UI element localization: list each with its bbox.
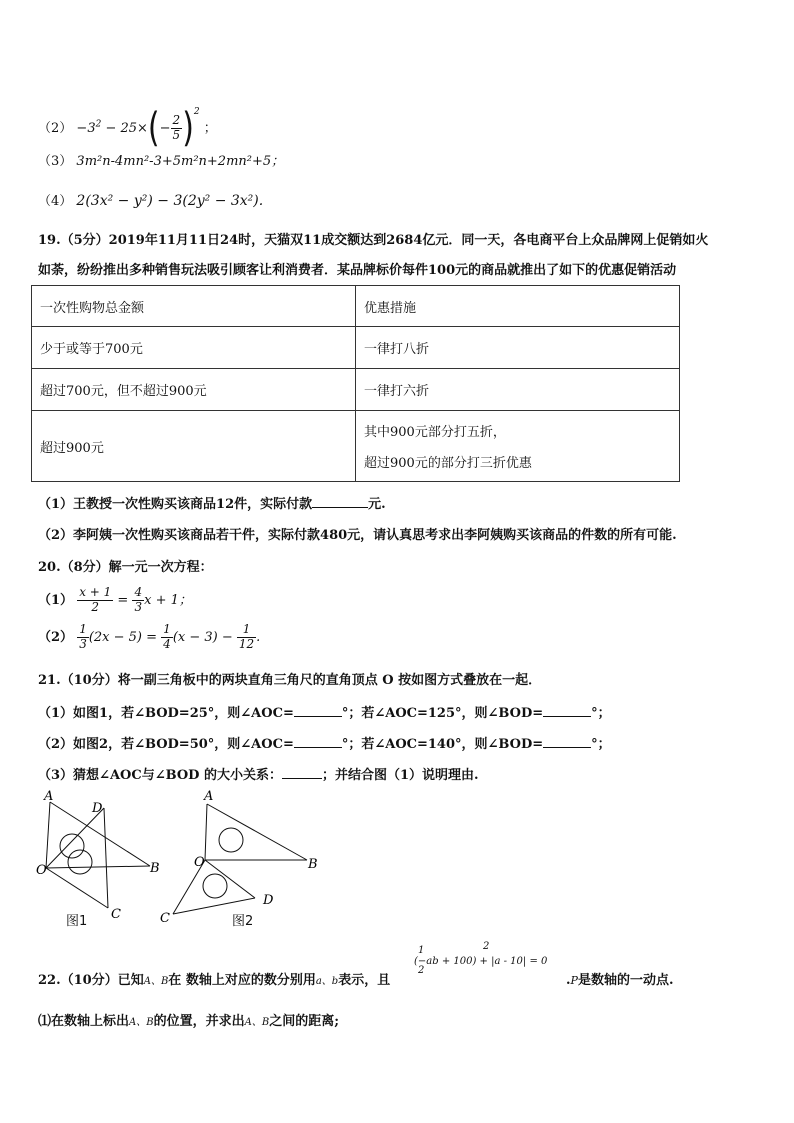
answer-blank[interactable] xyxy=(282,766,322,779)
fig2-segment-od xyxy=(205,860,255,898)
q19-sub2: （2）李阿姨一次性购买该商品若干件，实际付款480元，请认真思考求出李阿姨购买该商品的件数的所有可能. xyxy=(38,528,677,543)
table-cell-line: 超过900元的部分打三折优惠 xyxy=(364,456,532,471)
fig2-caption: 图2 xyxy=(232,914,254,929)
fig2-label-o: O xyxy=(194,855,205,870)
promo-table xyxy=(31,285,680,482)
fig1-label-o: O xyxy=(36,863,47,878)
fig2-label-c: C xyxy=(160,911,170,926)
fig2-label-d: D xyxy=(263,893,274,908)
answer-blank[interactable] xyxy=(312,495,368,508)
figure-1 xyxy=(30,788,170,933)
q20-part1: （1） $\frac{x + 1}{2}$ = $\frac{4}{3}$ x + 1； xyxy=(38,585,192,614)
fig1-label-b: B xyxy=(150,861,160,876)
q21-part1: （1）如图1，若∠BOD=25°，则∠AOC= °；若∠AOC=125°，则∠BOD= °； xyxy=(38,706,611,721)
q22-eq-exp: 2 xyxy=(483,941,490,952)
fig1-segment-oa xyxy=(46,802,50,868)
q22-sub1: ⑴在数轴上标出A、B的位置，并求出A、B之间的距离; xyxy=(38,1014,339,1029)
answer-blank[interactable] xyxy=(294,735,342,748)
table-header-cell: 优惠措施 xyxy=(356,286,680,327)
q19-line1: 19.（5分）2019年11月11日24时，天猫双11成交额达到2684亿元．同一天，各电商平台上众品牌网上促销如火 xyxy=(38,233,709,248)
table-header-cell: 一次性购物总金额 xyxy=(32,286,356,327)
q21-title: 21.（10分）将一副三角板中的两块直角三角尺的直角顶点 O 按如图方式叠放在一起． xyxy=(38,673,542,688)
q20-part2: （2） $\frac{1}{3}$ (2x − 5) = $\frac{1}{4}$ (x − 3) − $\frac{1}{12}$ . xyxy=(38,622,261,651)
fig2-label-a: A xyxy=(204,789,214,804)
q19-sub1: （1）王教授一次性购买该商品12件，实际付款 元. xyxy=(38,497,386,512)
answer-blank[interactable] xyxy=(543,735,591,748)
fig2-segment-oa xyxy=(205,804,207,860)
fig2-circle xyxy=(219,828,243,852)
fig1-label-c: C xyxy=(111,907,121,922)
table-cell: 一律打八折 xyxy=(356,327,680,369)
fig1-label-d: D xyxy=(92,801,103,816)
q18-part4 xyxy=(38,190,263,209)
fig2-label-b: B xyxy=(308,857,318,872)
table-cell-line: 其中900元部分打五折， xyxy=(364,425,506,440)
q20-title: 20.（8分）解一元一次方程： xyxy=(38,560,213,575)
fig2-circle xyxy=(203,874,227,898)
figure-2 xyxy=(155,786,320,926)
table-cell xyxy=(356,411,680,482)
fig1-circle xyxy=(68,850,92,874)
q18-part2 xyxy=(38,92,217,152)
table-cell: 超过900元 xyxy=(32,411,356,482)
q18-p3-expr: 3m²n-4mn²-3+5m²n+2mn²+5； xyxy=(76,154,285,169)
fig1-label-a: A xyxy=(44,789,54,804)
q18-part3 xyxy=(38,150,284,169)
table-row xyxy=(32,286,680,327)
q22-eq-main: (−ab + 100) + |a - 10| = 0 xyxy=(414,956,548,967)
q18-p4-label: （4） xyxy=(38,194,73,209)
answer-blank[interactable] xyxy=(294,704,342,717)
q18-p4-expr: 2(3x² − y²) − 3(2y² − 3x²). xyxy=(76,193,264,209)
q19-line2: 如荼，纷纷推出多种销售玩法吸引顾客让利消费者．某品牌标价每件100元的商品就推出了如下的优惠促销活动 xyxy=(38,263,677,278)
q18-p2-end: ； xyxy=(203,121,217,136)
table-cell: 超过700元，但不超过900元 xyxy=(32,369,356,411)
fig1-caption: 图1 xyxy=(66,914,88,929)
q22-line-tail: .P是数轴的一动点. xyxy=(566,973,674,988)
answer-blank[interactable] xyxy=(543,704,591,717)
fig1-circle xyxy=(60,834,84,858)
q18-p3-label: （3） xyxy=(38,154,73,169)
q21-part3: （3）猜想∠AOC与∠BOD 的大小关系： ；并结合图（1）说明理由. xyxy=(38,768,479,783)
table-row xyxy=(32,411,680,482)
table-row xyxy=(32,369,680,411)
table-row xyxy=(32,327,680,369)
fig1-segment-ob xyxy=(46,866,150,868)
table-cell: 少于或等于700元 xyxy=(32,327,356,369)
q18-p2-label: （2） xyxy=(38,121,73,136)
fig1-segment-dc xyxy=(104,808,108,908)
q21-part2: （2）如图2，若∠BOD=50°，则∠AOC= °；若∠AOC=140°，则∠BOD= °； xyxy=(38,737,611,752)
q22-eq-bot: 2 xyxy=(418,965,425,976)
table-cell: 一律打六折 xyxy=(356,369,680,411)
q18-p2-expr: $-3^2 - 25\times(-$ $\frac{2}{5}$ )$^2$ xyxy=(76,104,200,152)
fig1-segment-od xyxy=(46,808,104,868)
q22-eq-top: 1 xyxy=(418,945,425,956)
q22-line: 22.（10分）已知A、B在 数轴上对应的数分别用a、b表示，且 xyxy=(38,973,391,988)
